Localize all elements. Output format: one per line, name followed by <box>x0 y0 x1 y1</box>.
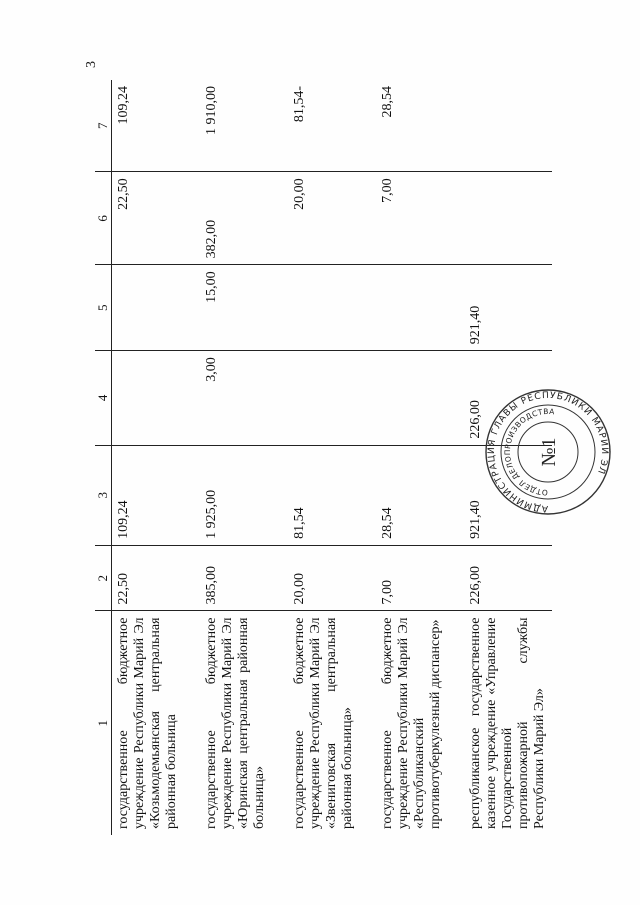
col-header-3: 3 <box>95 445 112 545</box>
stamp-number: №1 <box>538 437 560 467</box>
official-stamp <box>484 388 612 516</box>
cell-c2: 22,50 <box>112 545 201 611</box>
col-header-7: 7 <box>95 80 112 172</box>
cell-c3: 109,24 <box>112 445 201 545</box>
col-header-5: 5 <box>95 265 112 351</box>
cell-c6: 382,00 <box>200 172 288 265</box>
cell-c6: 22,50 <box>112 172 201 265</box>
table-row <box>376 80 464 835</box>
cell-c2: 226,00 <box>464 545 552 611</box>
table-row <box>200 80 288 835</box>
org-name: государственное бюджетное учреждение Республики Марий Эл «Республиканский противотуберкулезный диспансер» <box>376 611 464 835</box>
cell-c5: 15,00 <box>200 265 288 351</box>
cell-c2: 7,00 <box>376 545 464 611</box>
cell-c4: 226,00 <box>464 351 552 445</box>
cell-c7 <box>464 80 552 172</box>
cell-c5 <box>288 265 376 351</box>
cell-c7: 109,24 <box>112 80 201 172</box>
org-name: государственное бюджетное учреждение Республики Марий Эл «Юринская центральная районная больница» <box>200 611 288 835</box>
cell-c6: 7,00 <box>376 172 464 265</box>
cell-c4 <box>112 351 201 445</box>
cell-c7: 1 910,00 <box>200 80 288 172</box>
col-header-6: 6 <box>95 172 112 265</box>
col-header-1: 1 <box>95 611 112 835</box>
cell-c2: 20,00 <box>288 545 376 611</box>
table-row <box>112 80 201 835</box>
cell-c2: 385,00 <box>200 545 288 611</box>
page-number: 3 <box>84 61 99 68</box>
cell-c4 <box>288 351 376 445</box>
col-header-2: 2 <box>95 545 112 611</box>
cell-c4: 3,00 <box>200 351 288 445</box>
cell-c3: 28,54 <box>376 445 464 545</box>
cell-c4 <box>376 351 464 445</box>
cell-c7: 28,54 <box>376 80 464 172</box>
cell-c3: 921,40 <box>464 445 552 545</box>
stamp-inner-text: ОТДЕЛ ДЕЛОПРОИЗВОДСТВА <box>502 406 556 498</box>
org-name: государственное бюджетное учреждение Республики Марий Эл «Козьмодемьянская центральная районная больница <box>112 611 201 835</box>
stamp-outer-text: АДМИНИСТРАЦИЯ ГЛАВЫ РЕСПУБЛИКИ МАРИЙ ЭЛ <box>486 390 610 514</box>
cell-c3: 81,54 <box>288 445 376 545</box>
org-name: республиканское государственное казенное учреждение «Управление Государственной противопожарной службы Республики Марий Эл» <box>464 611 552 835</box>
cell-c7: 81,54- <box>288 80 376 172</box>
cell-c3: 1 925,00 <box>200 445 288 545</box>
col-header-4: 4 <box>95 351 112 445</box>
header-row <box>95 80 112 835</box>
cell-c5: 921,40 <box>464 265 552 351</box>
cell-c6: 20,00 <box>288 172 376 265</box>
table-row <box>288 80 376 835</box>
cell-c5 <box>376 265 464 351</box>
org-name: государственное бюджетное учреждение Республики Марий Эл «Звениговская центральная районная больница» <box>288 611 376 835</box>
cell-c6 <box>464 172 552 265</box>
cell-c5 <box>112 265 201 351</box>
